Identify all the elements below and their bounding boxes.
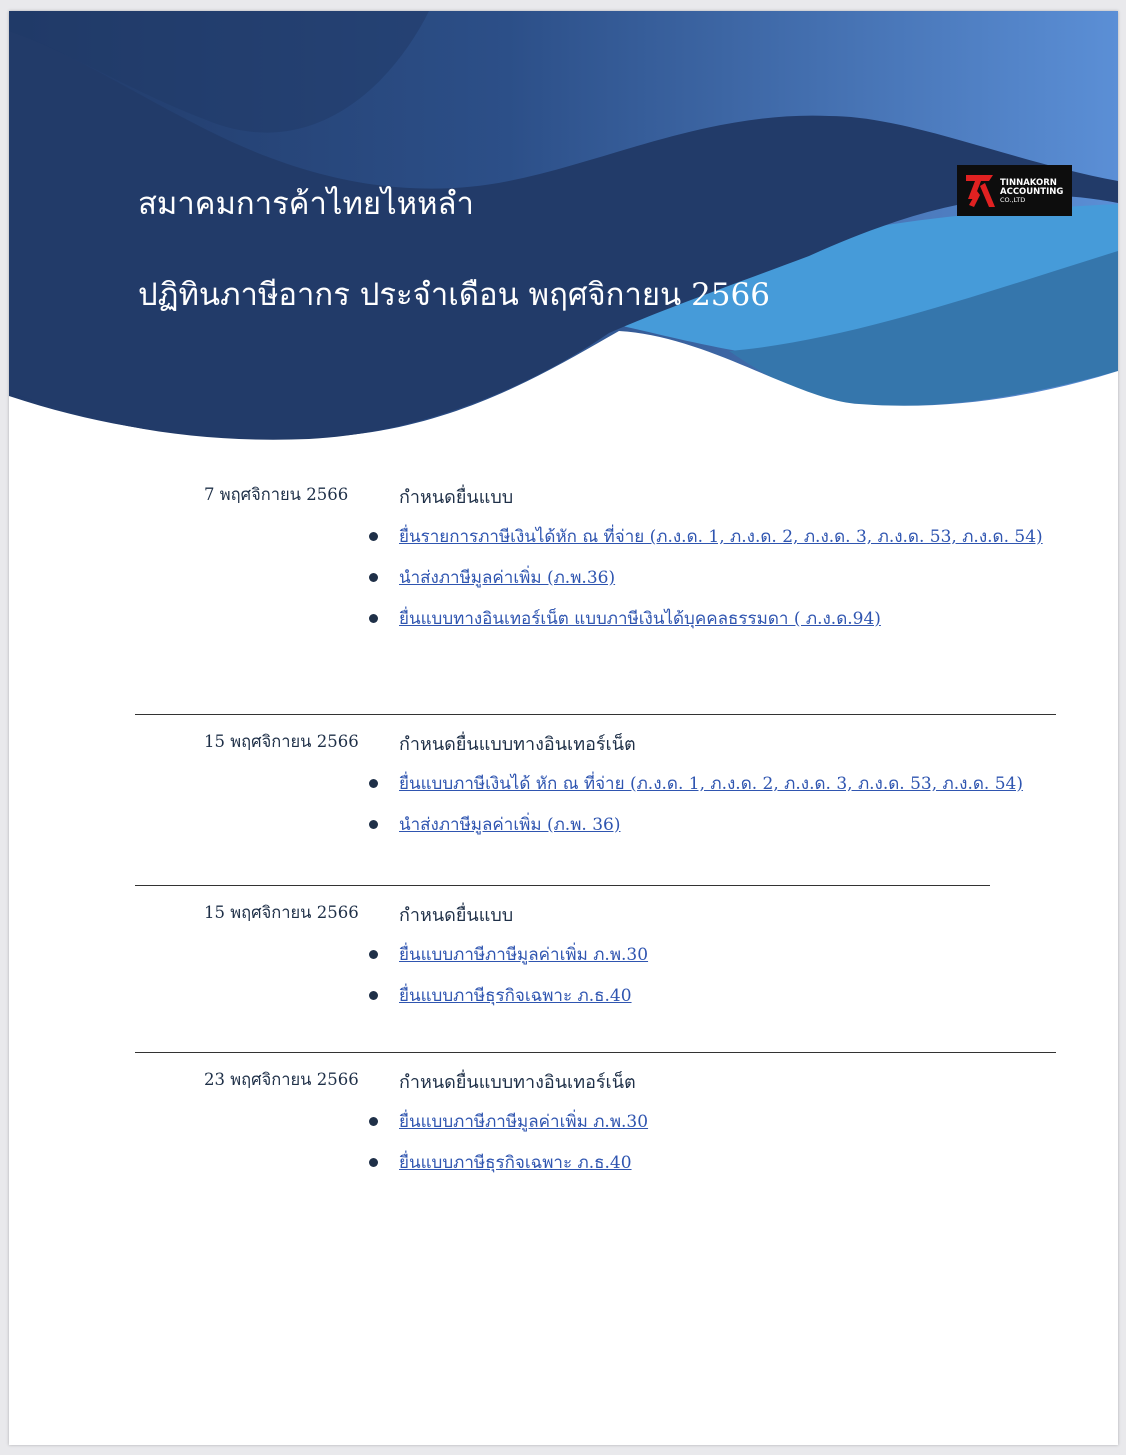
- section-heading: กำหนดยื่นแบบทางอินเทอร์เน็ต: [399, 734, 636, 755]
- tax-filing-link[interactable]: ยื่นแบบภาษีภาษีมูลค่าเพิ่ม ภ.พ.30: [399, 945, 649, 965]
- header-banner: [9, 11, 1118, 451]
- section-heading: กำหนดยื่นแบบ: [399, 905, 514, 926]
- bullet-icon: [369, 614, 378, 623]
- document-page: [9, 11, 1118, 1445]
- tax-filing-link[interactable]: นำส่งภาษีมูลค่าเพิ่ม (ภ.พ.36): [399, 568, 616, 588]
- bullet-icon: [369, 950, 378, 959]
- logo-line3: CO.,LTD: [1000, 196, 1026, 204]
- company-logo: [957, 165, 1072, 216]
- logo-line2: ACCOUNTING: [1000, 186, 1064, 197]
- section-date: 15 พฤศจิกายน 2566: [204, 903, 359, 922]
- bullet-icon: [369, 991, 378, 1000]
- tinnakorn-logo-mark-icon: [963, 169, 999, 212]
- bullet-icon: [369, 1158, 378, 1167]
- tax-filing-link[interactable]: ยื่นแบบภาษีภาษีมูลค่าเพิ่ม ภ.พ.30: [399, 1112, 649, 1132]
- tax-filing-link[interactable]: ยื่นแบบภาษีธุรกิจเฉพาะ ภ.ธ.40: [399, 1153, 632, 1173]
- tax-filing-link[interactable]: ยื่นรายการภาษีเงินได้หัก ณ ที่จ่าย (ภ.ง.ด. 1, ภ.ง.ด. 2, ภ.ง.ด. 3, ภ.ง.ด. 53, ภ.ง.ด. 54): [399, 527, 1043, 547]
- section-divider: [135, 714, 1056, 715]
- bullet-icon: [369, 779, 378, 788]
- association-title: สมาคมการค้าไทยไหหลำ: [138, 186, 474, 222]
- tax-filing-link[interactable]: ยื่นแบบภาษีธุรกิจเฉพาะ ภ.ธ.40: [399, 986, 632, 1006]
- logo-name: TINNAKORN: [1000, 178, 1057, 188]
- section-divider: [135, 1052, 1056, 1053]
- bullet-icon: [369, 820, 378, 829]
- section-divider: [135, 885, 990, 886]
- tax-filing-link[interactable]: นำส่งภาษีมูลค่าเพิ่ม (ภ.พ. 36): [399, 815, 621, 835]
- tax-filing-link[interactable]: ยื่นแบบภาษีเงินได้ หัก ณ ที่จ่าย (ภ.ง.ด. 1, ภ.ง.ด. 2, ภ.ง.ด. 3, ภ.ง.ด. 53, ภ.ง.ด. 54): [399, 774, 1023, 794]
- tax-filing-link[interactable]: ยื่นแบบทางอินเทอร์เน็ต แบบภาษีเงินได้บุคคลธรรมดา ( ภ.ง.ด.94): [399, 609, 881, 629]
- calendar-title: ปฏิทินภาษีอากร ประจำเดือน พฤศจิกายน 2566: [138, 277, 770, 313]
- section-date: 15 พฤศจิกายน 2566: [204, 732, 359, 751]
- section-date: 7 พฤศจิกายน 2566: [204, 485, 349, 504]
- bullet-icon: [369, 573, 378, 582]
- section-date: 23 พฤศจิกายน 2566: [204, 1070, 359, 1089]
- bullet-icon: [369, 532, 378, 541]
- logo-wordmark: [1000, 179, 1063, 205]
- section-heading: กำหนดยื่นแบบ: [399, 487, 514, 508]
- section-heading: กำหนดยื่นแบบทางอินเทอร์เน็ต: [399, 1072, 636, 1093]
- bullet-icon: [369, 1117, 378, 1126]
